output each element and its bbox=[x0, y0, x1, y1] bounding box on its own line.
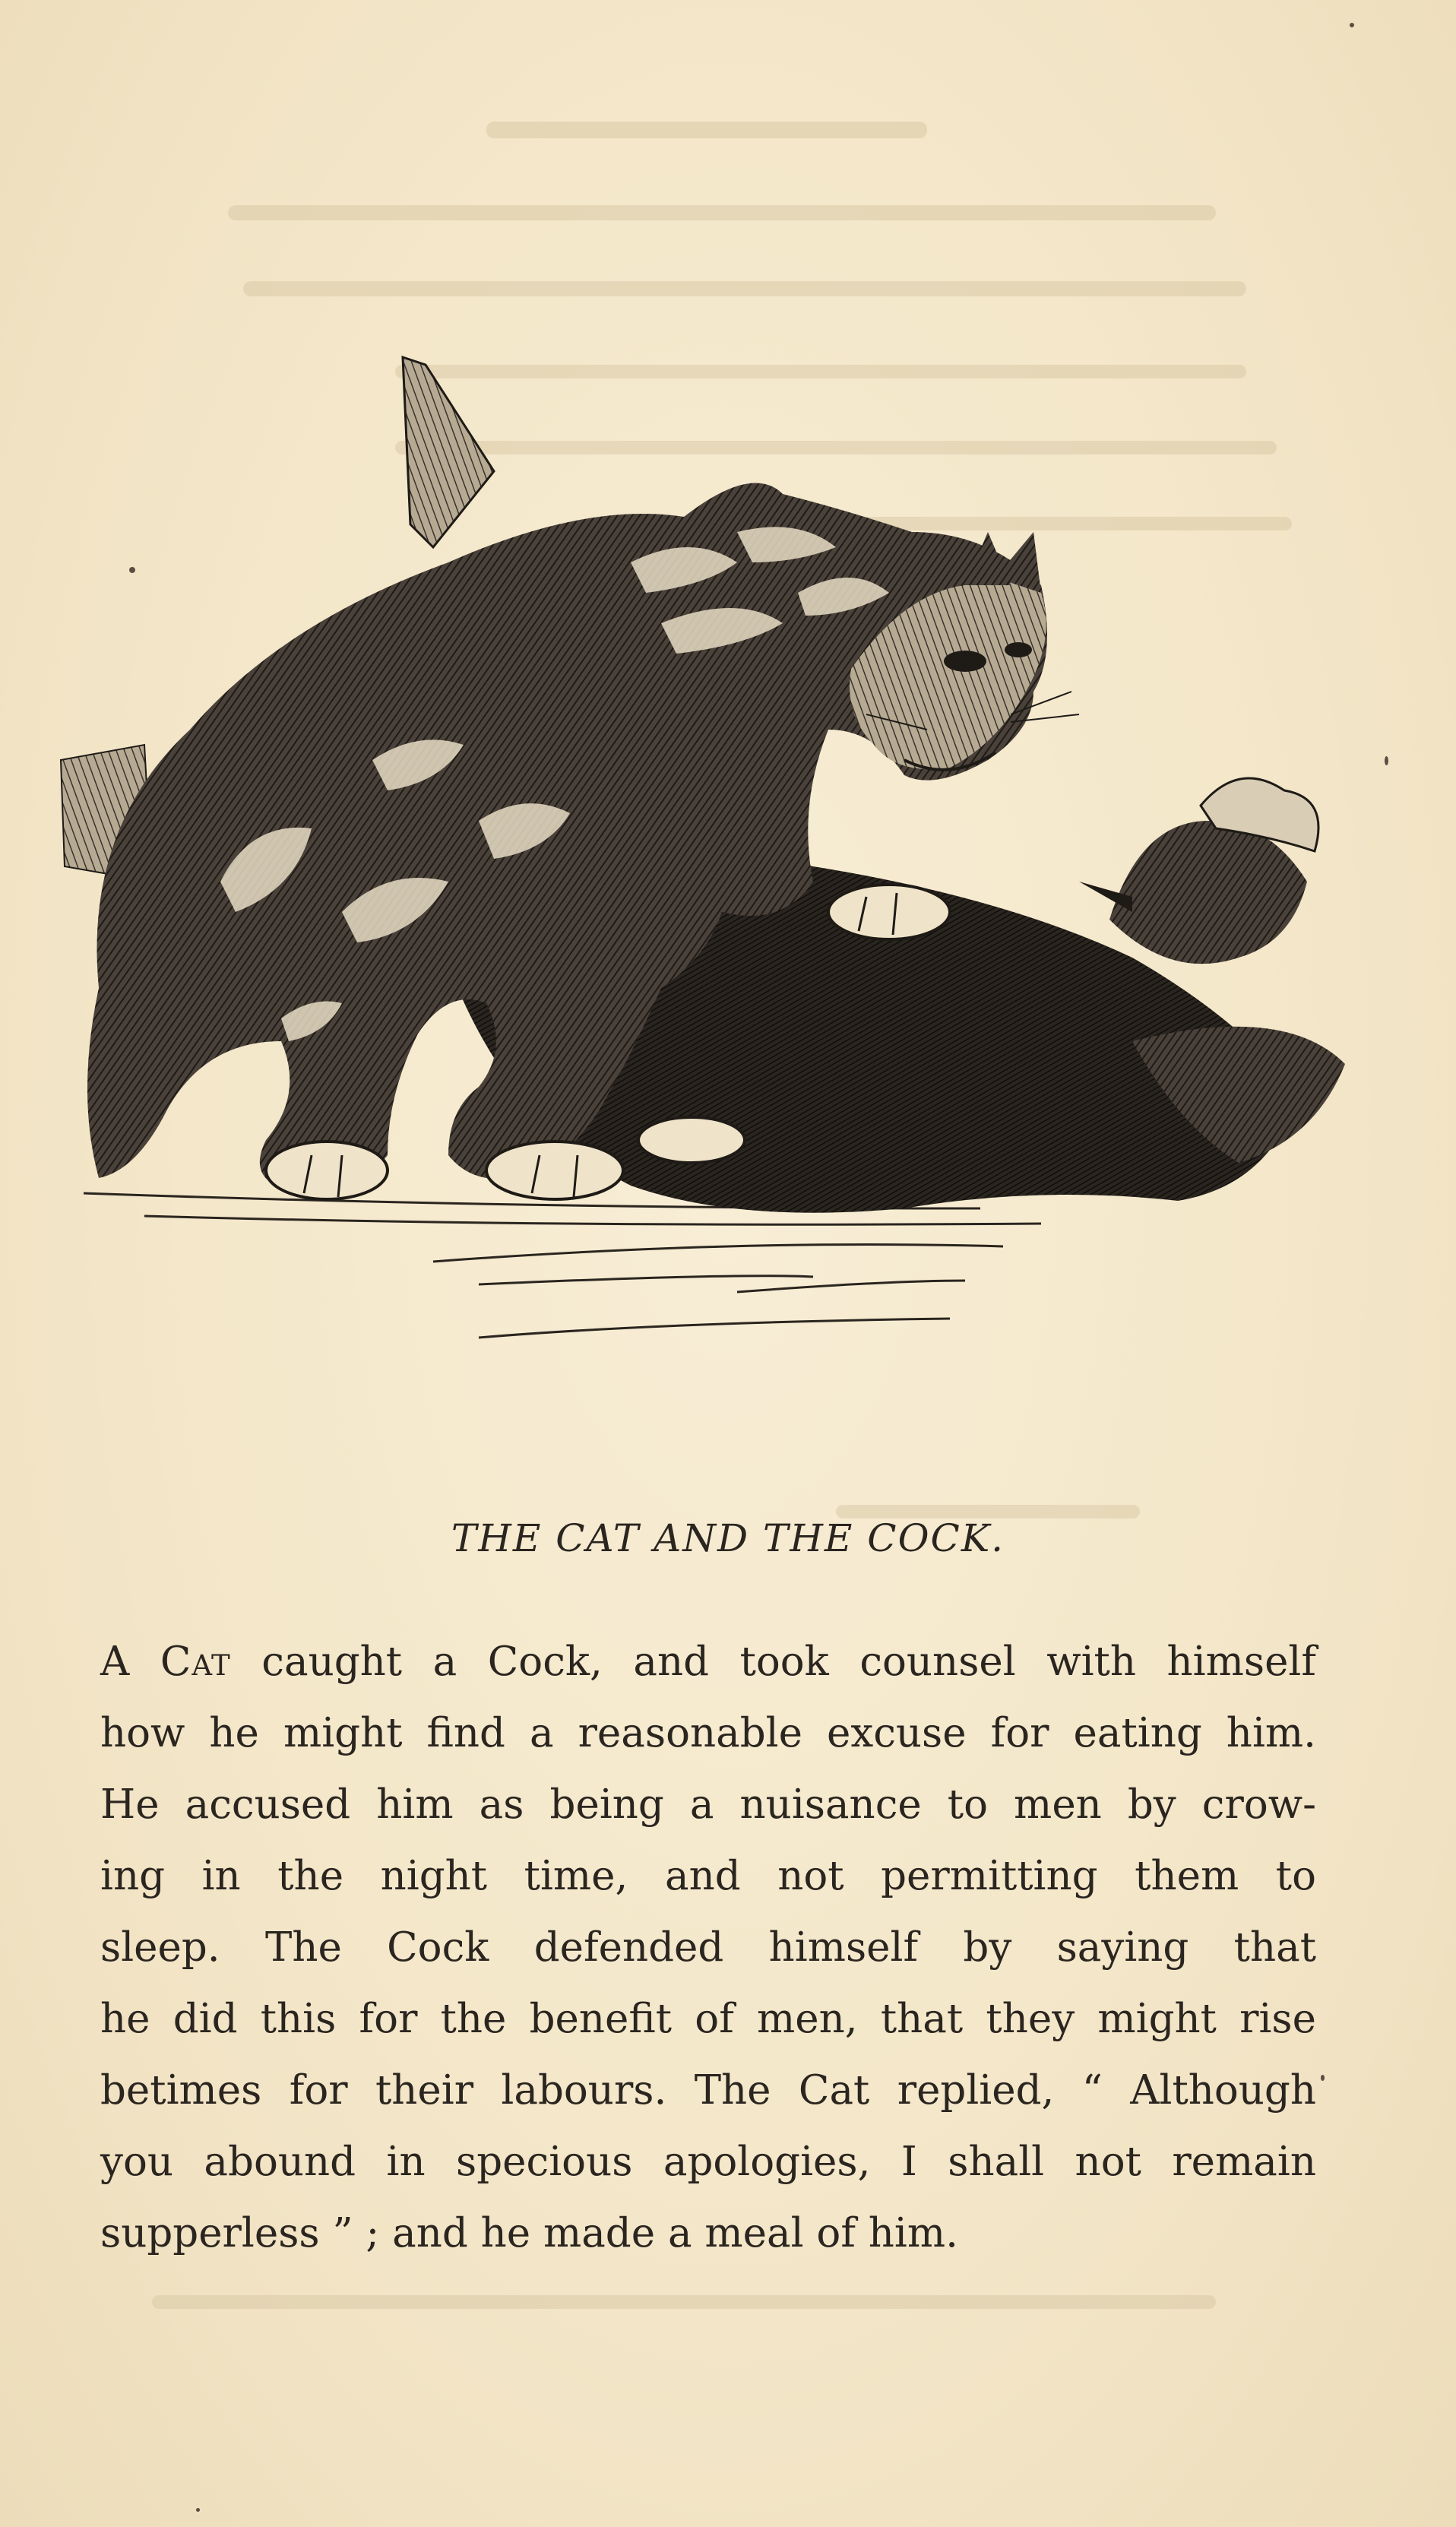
fable-line-last: supperless ” ; and he made a meal of him. bbox=[100, 2210, 958, 2256]
paper-speck bbox=[1350, 23, 1354, 27]
fable-line-1 bbox=[100, 1626, 1316, 1698]
fable-line: how he might find a reasonable excuse for eating him. bbox=[100, 1710, 1316, 1756]
illustration-caption: THE CAT AND THE COCK. bbox=[451, 1516, 1005, 1560]
paper-speck bbox=[129, 567, 135, 573]
cat-and-cock-illustration bbox=[53, 334, 1360, 1368]
fable-opening-word: Cat bbox=[160, 1639, 231, 1685]
fable-line: sleep. The Cock defended himself by saying that bbox=[100, 1924, 1316, 1971]
fable-line: he did this for the benefit of men, that they might rise bbox=[100, 1996, 1316, 2042]
paper-speck bbox=[196, 2508, 200, 2512]
fable-line: betimes for their labours. The Cat replied, “ Although bbox=[100, 2067, 1316, 2114]
fable-line: ing in the night time, and not permitting them to bbox=[100, 1853, 1316, 1899]
fable-line: you abound in specious apologies, I shall not remain bbox=[100, 2139, 1316, 2185]
fable-line: He accused him as being a nuisance to men by crow- bbox=[100, 1781, 1316, 1828]
paper-speck bbox=[1321, 2075, 1325, 2081]
paper-speck bbox=[1385, 756, 1388, 765]
fable-text bbox=[100, 1626, 1316, 2269]
fable-line-1-rest: caught a Cock, and took counsel with himself bbox=[230, 1639, 1316, 1685]
fable-opening-article: A bbox=[100, 1639, 160, 1685]
